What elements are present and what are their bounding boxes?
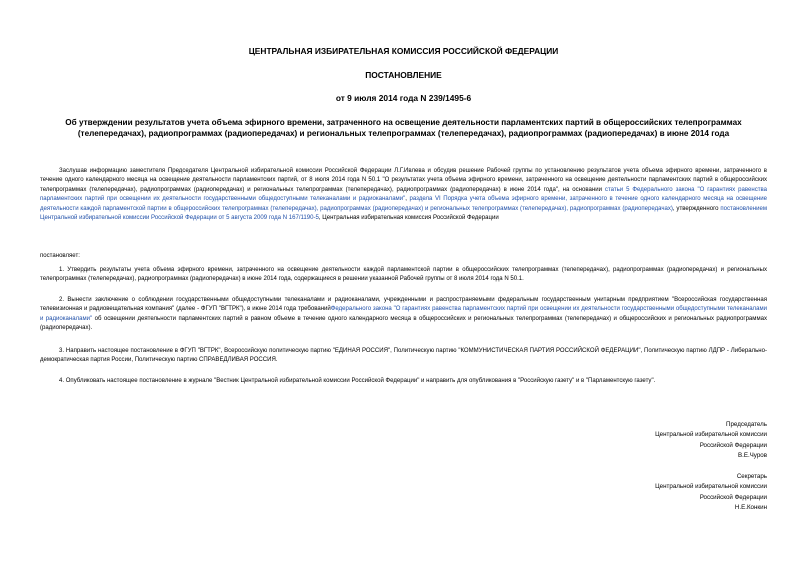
item-4-paragraph: 4. Опубликовать настоящее постановление в журнале "Вестник Центральной избирательной комиссии Российской Федерации" и направить для опубликования в "Российскую газету" и в "Парламентскую газету".	[59, 378, 656, 384]
secretary-name: Н.Е.Конкин	[734, 503, 767, 511]
document-type: ПОСТАНОВЛЕНИЕ	[365, 70, 442, 80]
intro-text-2: ,	[405, 196, 410, 203]
secretary-org-line-2: Российской Федерации	[699, 493, 767, 501]
issuing-organization: ЦЕНТРАЛЬНАЯ ИЗБИРАТЕЛЬНАЯ КОМИССИЯ РОССИЙСКОЙ ФЕДЕРАЦИИ	[248, 46, 559, 56]
resolves-label: постановляет:	[40, 253, 80, 259]
item-2-text-2: об освещении деятельности парламентских партий в равном объеме в течение одного календарного месяца в общероссийских и региональных телепрограммах (телепередачах) и общероссийских и региональных радиопрограммах (радиопередачах).	[40, 315, 767, 332]
chair-role: Председатель	[726, 421, 767, 428]
intro-text-3: , утвержденного	[672, 205, 721, 212]
item-1-paragraph: 1. Утвердить результаты учета объема эфирного времени, затраченного на освещение деятельности каждой парламентской партии в общероссийских телепрограммах (телепередачах), радиопрограммах (радиопередачах) и региональных телепрограммах (телепередачах), радиопрограммах (радиопередачах) в июне 2014 года, содержащиеся в решении указанной Рабочей группы от 8 июля 2014 года N 50.1.	[40, 267, 767, 283]
procedure-section-6-link[interactable]: раздела VI Порядка учета объема эфирного времени, затраченного в течение одного календарного месяца на освещение деятельности каждой парламентской партии в общероссийских телепрограммах (телепередачах), радиопрограммах (радиопередачах) и региональных телепрограммах (телепередачах), радиопрограммах (радиопередачах)	[40, 196, 767, 212]
document-date-number: от 9 июля 2014 года N 239/1495-6	[335, 93, 472, 103]
intro-paragraph	[40, 167, 767, 223]
chair-org-line-1: Центральной избирательной комиссии	[655, 431, 767, 439]
item-3-paragraph: 3. Направить настоящее постановление в ФГУП "ВГТРК", Всероссийскую политическую партию "ЕДИНАЯ РОССИЯ", Политическую партию "КОММУНИСТИЧЕСКАЯ ПАРТИЯ РОССИЙСКОЙ ФЕДЕРАЦИИ", Политическую партию ЛДПР - Либерально-демократическая партия России, Политическую партию СПРАВЕДЛИВАЯ РОССИЯ.	[40, 348, 767, 364]
document-title: Об утверждении результатов учета объема эфирного времени, затраченного на освещение деятельности парламентских партий в общероссийских телепрограммах (телепередачах), радиопрограммах (радиопередачах) и региональных телепрограммах (телепередачах), радиопрограммах (радиопередачах) в июне 2014 года	[65, 118, 742, 138]
chair-org-line-2: Российской Федерации	[699, 441, 767, 449]
item-2-text-1: 2. Вынести заключение о соблюдении государственными общедоступными телеканалами и радиоканалами, учрежденными и распространяемыми федеральным государственным унитарным предприятием "Всероссийская государственная телевизионная и радиовещательная компания" (далее - ФГУП "ВГТРК"), в июне 2014 года требований	[40, 297, 767, 313]
chair-signature-block	[507, 420, 767, 461]
law-article-5-link[interactable]: статьи 5 Федерального закона "О гарантиях равенства парламентских партий при освещении их деятельности государственными общедоступными телеканалами и радиоканалами"	[40, 186, 767, 203]
intro-text-4: , Центральная избирательная комиссия Российской Федерации	[318, 215, 499, 222]
chair-name: В.Е.Чуров	[737, 451, 767, 459]
secretary-role: Секретарь	[736, 473, 767, 480]
intro-text-1: Заслушав информацию заместителя Председателя Центральной избирательной комиссии Российской Федерации Л.Г.Ивлева и обсудив решение Рабочей группы по установлению результатов учета объема эфирного времени, затраченного в течение одного календарного месяца на освещение деятельности парламентских партий, от 8 июля 2014 года N 50.1 "О результатах учета объема эфирного времени, затраченного на освещение деятельности парламентских партий в общероссийских телепрограммах (телепередачах), радиопрограммах (радиопередачах) и региональных телепрограммах (телепередачах), радиопрограммах (радиопередачах) в июне 2014 года", на основании	[40, 168, 767, 193]
item-2-paragraph	[40, 296, 767, 334]
secretary-signature-block	[507, 472, 767, 513]
cec-resolution-link[interactable]: постановлением Центральной избирательной комиссии Российской Федерации от 5 августа 2009 года N 167/1190-5	[40, 205, 767, 222]
secretary-org-line-1: Центральной избирательной комиссии	[655, 483, 767, 491]
federal-law-link[interactable]: Федерального закона "О гарантиях равенства парламентских партий при освещении их деятельности государственными общедоступными телеканалами и радиоканалами"	[40, 306, 767, 322]
